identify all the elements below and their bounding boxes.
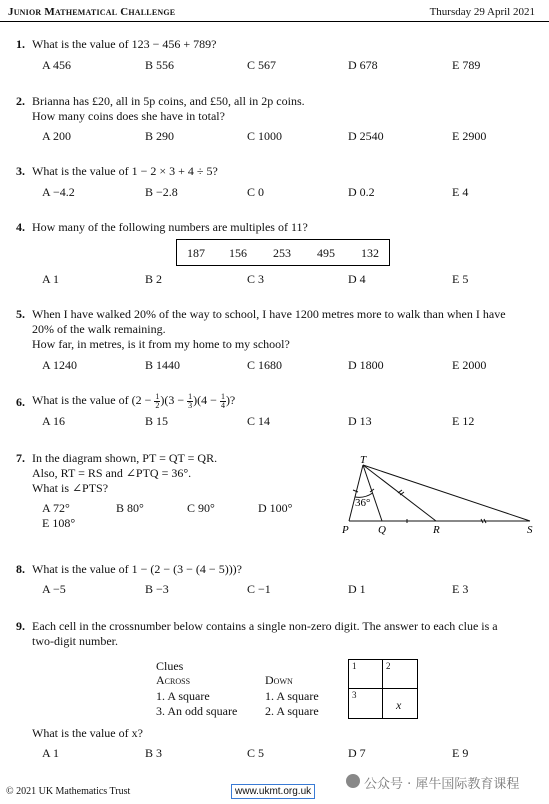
question-6-text <box>32 392 235 410</box>
clue-across-1: 1. A square <box>156 689 210 703</box>
cell-number-3: 3 <box>352 690 357 700</box>
number-list-item: 253 <box>273 246 291 260</box>
q7-option-a: A 72° <box>42 501 70 515</box>
frac-num: 1 <box>188 391 193 401</box>
q2-option-e: E 2900 <box>452 129 487 143</box>
q6-prefix: What is the value of (2 − <box>32 393 155 407</box>
header-title: Junior Mathematical Challenge <box>8 6 176 18</box>
q2-option-b: B 290 <box>145 129 175 143</box>
number-list-item: 495 <box>317 246 335 260</box>
q2-option-c: C 1000 <box>247 129 283 143</box>
question-9-text-line2: two-digit number. <box>32 634 118 648</box>
grid-line <box>349 688 417 689</box>
q9-option-e: E 9 <box>452 746 469 760</box>
frac-den: 4 <box>220 400 225 410</box>
cell-x: x <box>396 698 402 712</box>
question-2-number: 2. <box>16 94 25 108</box>
q8-option-a: A −5 <box>42 582 66 596</box>
number-list-item: 187 <box>187 246 205 260</box>
q5-option-e: E 2000 <box>452 358 487 372</box>
question-8-text: What is the value of 1 − (2 − (3 − (4 − 5)))? <box>32 562 243 576</box>
q7-option-c: C 90° <box>187 501 215 515</box>
q6-suffix: )? <box>225 393 236 407</box>
q4-option-b: B 2 <box>145 272 163 286</box>
q6-option-d: D 13 <box>348 414 372 428</box>
q6-option-b: B 15 <box>145 414 169 428</box>
question-6-number: 6. <box>16 395 25 409</box>
clue-down-2: 2. A square <box>265 704 319 718</box>
header-rule <box>0 21 549 22</box>
q1-option-d: D 678 <box>348 58 378 72</box>
q4-option-e: E 5 <box>452 272 469 286</box>
crossnumber-grid <box>348 659 418 719</box>
q4-option-a: A 1 <box>42 272 60 286</box>
segment-ts <box>363 465 530 521</box>
q1-option-a: A 456 <box>42 58 72 72</box>
question-1-text: What is the value of 123 − 456 + 789? <box>32 37 217 51</box>
q5-option-d: D 1800 <box>348 358 384 372</box>
q1-option-e: E 789 <box>452 58 481 72</box>
question-4-text: How many of the following numbers are multiples of 11? <box>32 220 308 234</box>
question-2-text-line2: How many coins does she have in total? <box>32 109 225 123</box>
q3-option-e: E 4 <box>452 185 469 199</box>
footer-copyright: © 2021 UK Mathematics Trust <box>6 786 131 797</box>
label-t: T <box>360 455 367 466</box>
question-8-number: 8. <box>16 562 25 576</box>
question-3-text: What is the value of 1 − 2 × 3 + 4 ÷ 5? <box>32 164 218 178</box>
grid-line <box>382 660 383 718</box>
label-p: P <box>342 524 349 536</box>
number-list-box <box>176 239 390 266</box>
angle-label: 36° <box>355 497 371 509</box>
wechat-icon <box>346 774 360 788</box>
label-r: R <box>433 524 440 536</box>
question-7-text-line1: In the diagram shown, PT = QT = QR. <box>32 451 218 465</box>
q7-option-b: B 80° <box>116 501 144 515</box>
label-q: Q <box>378 524 386 536</box>
watermark-text: 公众号 · 犀牛国际教育课程 <box>364 777 520 792</box>
q9-option-c: C 5 <box>247 746 265 760</box>
frac-num: 1 <box>220 391 225 401</box>
segment-tr <box>363 465 436 521</box>
q8-option-e: E 3 <box>452 582 469 596</box>
question-7-number: 7. <box>16 451 25 465</box>
question-9-prompt: What is the value of x? <box>32 726 143 740</box>
clues-title: Clues <box>156 659 184 673</box>
triangle-diagram <box>338 455 543 537</box>
q3-option-d: D 0.2 <box>348 185 375 199</box>
header-date: Thursday 29 April 2021 <box>429 6 535 18</box>
q5-option-c: C 1680 <box>247 358 283 372</box>
q1-option-b: B 556 <box>145 58 175 72</box>
clue-across-3: 3. An odd square <box>156 704 238 718</box>
clue-down-1: 1. A square <box>265 689 319 703</box>
q5-option-b: B 1440 <box>145 358 181 372</box>
question-7-text-line3: What is ∠PTS? <box>32 481 109 495</box>
question-2-text-line1: Brianna has £20, all in 5p coins, and £50, all in 2p coins. <box>32 94 305 108</box>
q8-option-d: D 1 <box>348 582 366 596</box>
q9-option-a: A 1 <box>42 746 60 760</box>
q2-option-a: A 200 <box>42 129 72 143</box>
question-4-number: 4. <box>16 220 25 234</box>
q9-option-b: B 3 <box>145 746 163 760</box>
q3-option-c: C 0 <box>247 185 265 199</box>
number-list-item: 132 <box>361 246 379 260</box>
q6-option-e: E 12 <box>452 414 475 428</box>
number-list-item: 156 <box>229 246 247 260</box>
question-9-number: 9. <box>16 619 25 633</box>
q6-option-c: C 14 <box>247 414 271 428</box>
frac-num: 1 <box>155 391 160 401</box>
q4-option-d: D 4 <box>348 272 366 286</box>
question-5-text-line1: When I have walked 20% of the way to school, I have 1200 metres more to walk than when I have <box>32 307 506 321</box>
q5-option-a: A 1240 <box>42 358 78 372</box>
q7-option-d: D 100° <box>258 501 293 515</box>
question-5-number: 5. <box>16 307 25 321</box>
tick-mark <box>353 490 358 492</box>
q6-mid1: )(3 − <box>160 393 188 407</box>
q2-option-d: D 2540 <box>348 129 384 143</box>
question-1-number: 1. <box>16 37 25 51</box>
cell-number-1: 1 <box>352 661 357 671</box>
tick-mark <box>398 490 402 493</box>
question-5-text-line2: 20% of the walk remaining. <box>32 322 166 336</box>
frac-den: 3 <box>188 400 193 410</box>
clues-across-heading: Across <box>156 673 191 687</box>
q8-option-c: C −1 <box>247 582 271 596</box>
q3-option-a: A −4.2 <box>42 185 75 199</box>
frac-den: 2 <box>155 400 160 410</box>
q9-option-d: D 7 <box>348 746 366 760</box>
label-s: S <box>527 524 533 536</box>
q3-option-b: B −2.8 <box>145 185 178 199</box>
q8-option-b: B −3 <box>145 582 169 596</box>
footer-website-link[interactable]: www.ukmt.org.uk <box>231 784 315 799</box>
question-9-text-line1: Each cell in the crossnumber below contains a single non-zero digit. The answer to each clue is a <box>32 619 498 633</box>
question-5-text-line3: How far, in metres, is it from my home to my school? <box>32 337 290 351</box>
q6-mid2: )(4 − <box>193 393 220 407</box>
q1-option-c: C 567 <box>247 58 277 72</box>
q6-option-a: A 16 <box>42 414 66 428</box>
question-3-number: 3. <box>16 164 25 178</box>
cell-number-2: 2 <box>386 661 391 671</box>
q4-option-c: C 3 <box>247 272 265 286</box>
question-7-text-line2: Also, RT = RS and ∠PTQ = 36°. <box>32 466 192 480</box>
segment-tp <box>349 465 363 521</box>
q7-option-e: E 108° <box>42 516 76 530</box>
clues-down-heading: Down <box>265 673 293 687</box>
